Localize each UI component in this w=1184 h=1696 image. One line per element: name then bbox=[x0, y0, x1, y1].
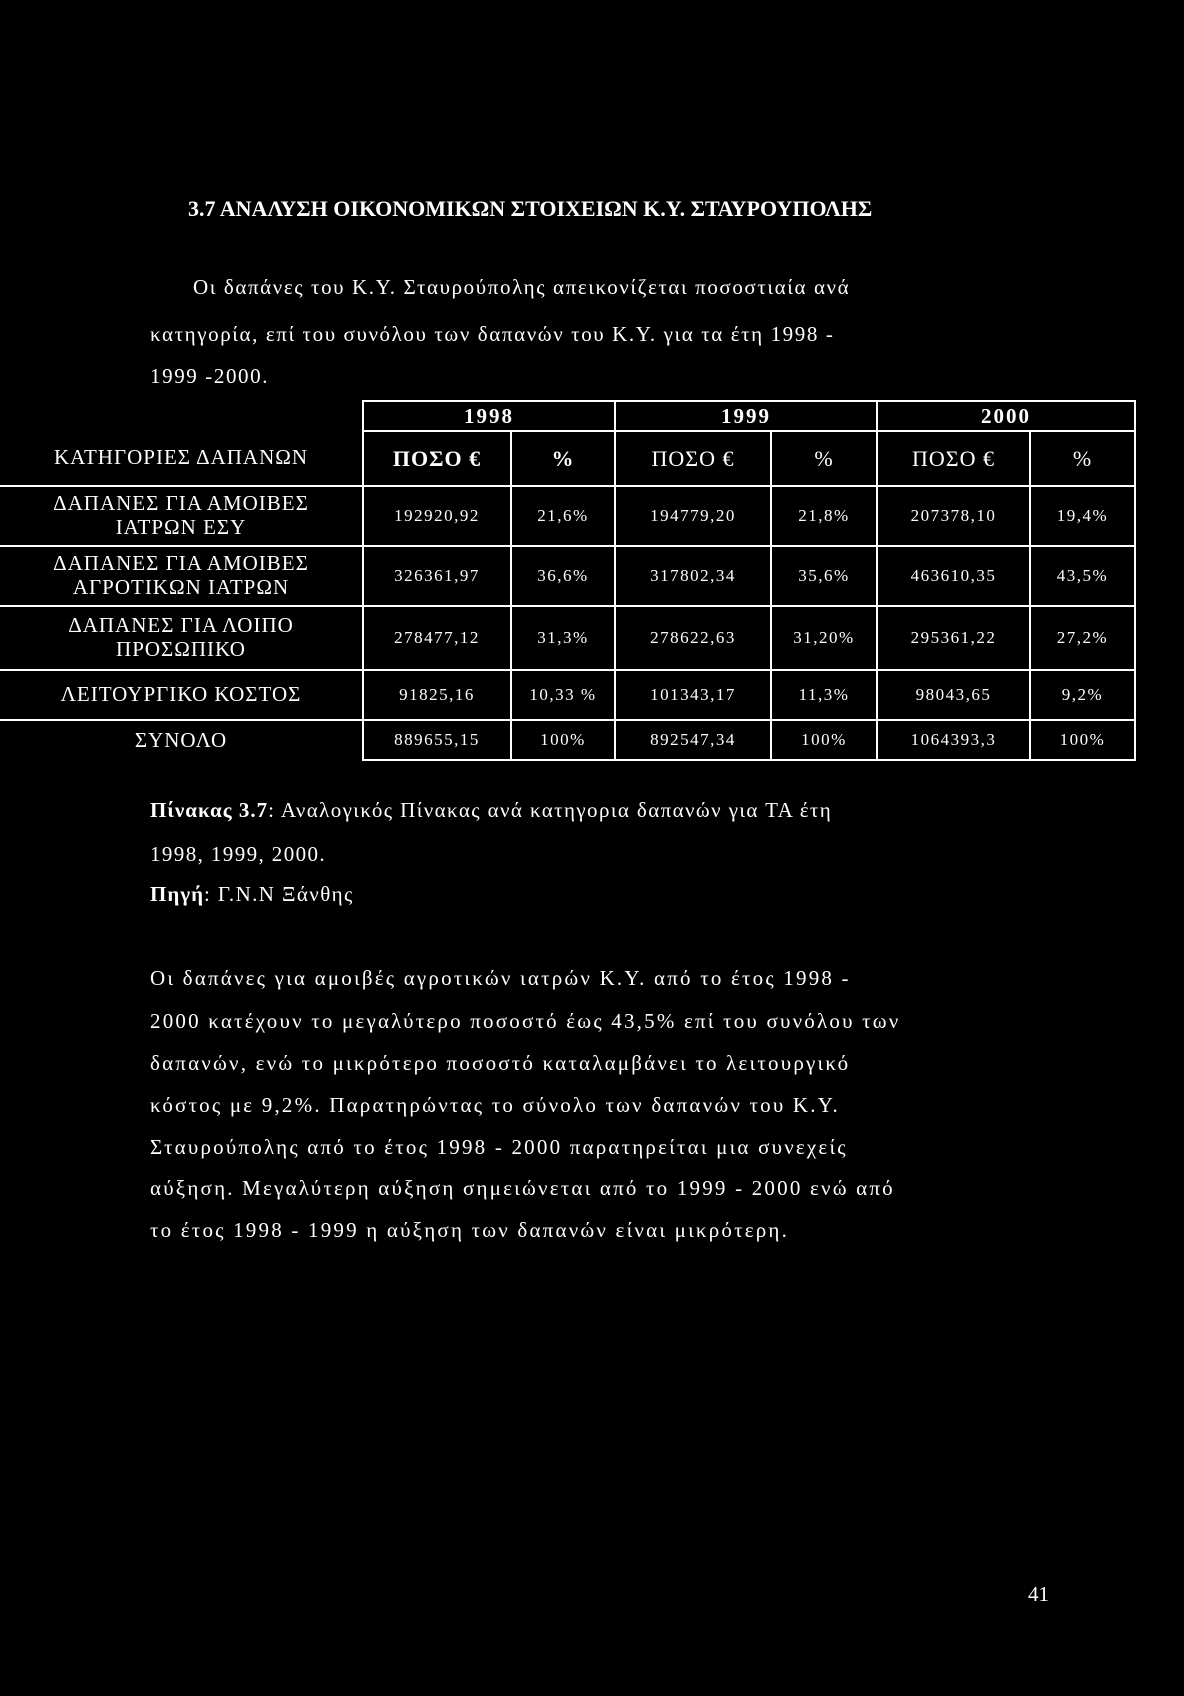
amount-header-2000: ΠΟΣΟ € bbox=[877, 431, 1030, 486]
cell: 9,2% bbox=[1030, 670, 1135, 720]
cell: 1064393,3 bbox=[877, 720, 1030, 760]
year-header-1999: 1999 bbox=[615, 401, 877, 431]
section-title: 3.7 ΑΝΑΛΥΣΗ ΟΙΚΟΝΟΜΙΚΩΝ ΣΤΟΙΧΕΙΩΝ Κ.Υ. ΣΤΑΥΡΟΥΠΟΛΗΣ bbox=[188, 196, 873, 221]
cell: 27,2% bbox=[1030, 606, 1135, 670]
cell: 11,3% bbox=[771, 670, 877, 720]
cell: 278477,12 bbox=[363, 606, 511, 670]
intro-line-3: 1999 -2000. bbox=[150, 364, 270, 388]
paragraph-line-3: δαπανών, ενώ το μικρότερο ποσοστό καταλαμβάνει το λειτουργικό bbox=[150, 1051, 851, 1075]
table-source bbox=[150, 882, 354, 907]
table-row bbox=[0, 606, 1135, 670]
paragraph-line-2: 2000 κατέχουν το μεγαλύτερο ποσοστό έως 43,5% επί του συνόλου των bbox=[150, 1009, 901, 1033]
cell: 35,6% bbox=[771, 546, 877, 606]
cell: 295361,22 bbox=[877, 606, 1030, 670]
amount-header-1999: ΠΟΣΟ € bbox=[615, 431, 771, 486]
category-header: ΚΑΤΗΓΟΡΙΕΣ ΔΑΠΑΝΩΝ bbox=[0, 431, 363, 486]
cell: 892547,34 bbox=[615, 720, 771, 760]
cell: 326361,97 bbox=[363, 546, 511, 606]
cell: 100% bbox=[771, 720, 877, 760]
percent-header-1999: % bbox=[771, 431, 877, 486]
table-row-total bbox=[0, 720, 1135, 760]
table-corner bbox=[0, 401, 363, 431]
source-text: : Γ.Ν.Ν Ξάνθης bbox=[204, 882, 354, 906]
amount-header-1998: ΠΟΣΟ € bbox=[363, 431, 511, 486]
intro-line-1: Οι δαπάνες του Κ.Υ. Σταυρούπολης απεικονίζεται ποσοστιαία ανά bbox=[193, 275, 851, 299]
page-number: 41 bbox=[1028, 1582, 1049, 1606]
table-row bbox=[0, 546, 1135, 606]
intro-line-2: κατηγορία, επί του συνόλου των δαπανών του Κ.Υ. για τα έτη 1998 - bbox=[150, 322, 835, 346]
cell: 21,8% bbox=[771, 486, 877, 546]
cell: 31,20% bbox=[771, 606, 877, 670]
cell: 31,3% bbox=[511, 606, 615, 670]
cell: 43,5% bbox=[1030, 546, 1135, 606]
cell: 889655,15 bbox=[363, 720, 511, 760]
paragraph-line-1: Οι δαπάνες για αμοιβές αγροτικών ιατρών Κ.Υ. από το έτος 1998 - bbox=[150, 966, 851, 990]
cell: 100% bbox=[511, 720, 615, 760]
paragraph-line-4: κόστος με 9,2%. Παρατηρώντας το σύνολο των δαπανών του Κ.Υ. bbox=[150, 1093, 840, 1117]
cell: 98043,65 bbox=[877, 670, 1030, 720]
row-category: ΣΥΝΟΛΟ bbox=[0, 720, 363, 760]
caption-label: Πίνακας 3.7 bbox=[150, 798, 269, 822]
paragraph-line-7: το έτος 1998 - 1999 η αύξηση των δαπανών είναι μικρότερη. bbox=[150, 1218, 790, 1242]
cell: 207378,10 bbox=[877, 486, 1030, 546]
row-category: ΔΑΠΑΝΕΣ ΓΙΑ ΑΜΟΙΒΕΣ ΙΑΤΡΩΝ ΕΣΥ bbox=[0, 486, 363, 546]
cell: 194779,20 bbox=[615, 486, 771, 546]
cell: 19,4% bbox=[1030, 486, 1135, 546]
cell: 463610,35 bbox=[877, 546, 1030, 606]
table-row bbox=[0, 670, 1135, 720]
table-row bbox=[0, 486, 1135, 546]
year-header-1998: 1998 bbox=[363, 401, 615, 431]
year-header-2000: 2000 bbox=[877, 401, 1135, 431]
row-category: ΔΑΠΑΝΕΣ ΓΙΑ ΑΜΟΙΒΕΣ ΑΓΡΟΤΙΚΩΝ ΙΑΤΡΩΝ bbox=[0, 546, 363, 606]
cell: 278622,63 bbox=[615, 606, 771, 670]
cell: 192920,92 bbox=[363, 486, 511, 546]
percent-header-1998: % bbox=[511, 431, 615, 486]
table-caption bbox=[150, 798, 832, 823]
cell: 91825,16 bbox=[363, 670, 511, 720]
cell: 100% bbox=[1030, 720, 1135, 760]
cell: 10,33 % bbox=[511, 670, 615, 720]
percent-header-2000: % bbox=[1030, 431, 1135, 486]
cell: 21,6% bbox=[511, 486, 615, 546]
row-category: ΛΕΙΤΟΥΡΓΙΚΟ ΚΟΣΤΟΣ bbox=[0, 670, 363, 720]
cell: 317802,34 bbox=[615, 546, 771, 606]
cell: 101343,17 bbox=[615, 670, 771, 720]
source-label: Πηγή bbox=[150, 882, 205, 906]
row-category: ΔΑΠΑΝΕΣ ΓΙΑ ΛΟΙΠΟ ΠΡΟΣΩΠΙΚΟ bbox=[0, 606, 363, 670]
expense-table bbox=[0, 400, 1136, 761]
caption-line-2: 1998, 1999, 2000. bbox=[150, 842, 327, 866]
paragraph-line-6: αύξηση. Μεγαλύτερη αύξηση σημειώνεται από το 1999 - 2000 ενώ από bbox=[150, 1176, 895, 1200]
caption-text: : Αναλογικός Πίνακας ανά κατηγορια δαπανών για ΤΑ έτη bbox=[268, 798, 833, 822]
cell: 36,6% bbox=[511, 546, 615, 606]
paragraph-line-5: Σταυρούπολης από το έτος 1998 - 2000 παρατηρείται μια συνεχείς bbox=[150, 1135, 848, 1159]
